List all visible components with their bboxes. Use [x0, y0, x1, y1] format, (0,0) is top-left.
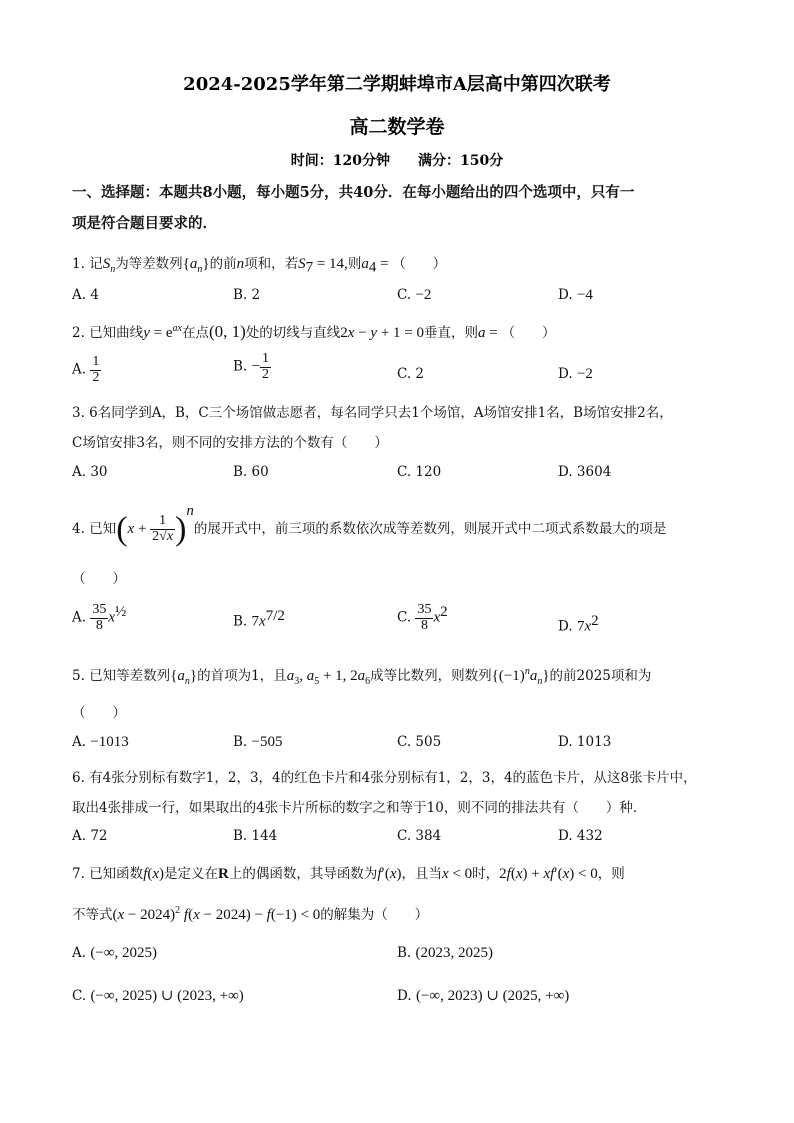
question-4: 4. 已知(x + $\frac{1}{2√x}$ )$^n$的展开式中，前三项的系数依次成等差数列，则展开式中二项式系数最大的项是 — [72, 503, 667, 548]
question-7-line2: 不等式$(x - 2024)^2$ f(x − 2024) − f(−1) < 0的解集为（ ） — [72, 905, 429, 923]
q1-option-c: C. −2 — [397, 287, 432, 303]
question-2: 2. 已知曲线$y = e^{ax}$在点(0, 1)处的切线与直线2x − y + 1 = 0垂直，则a = （ ） — [72, 322, 556, 341]
question-6-line2: 取出4张排成一行，如果取出的4张卡片所标的数字之和等于10，则不同的排法共有（ ）种． — [72, 800, 647, 816]
exam-title: 2024-2025学年第二学期蚌埠市A层高中第四次联考 — [183, 74, 611, 95]
exam-meta: 时间：120分钟 满分：150分 — [290, 153, 504, 169]
question-5: 5. 已知等差数列$\{a_n\}$的首项为1，且$a_3$, $a_5 + 1$, $2a_6$成等比数列，则数列$\{(-1)^na_n\}$的前2025项和为 — [72, 666, 652, 687]
question-5-paren: （ ） — [72, 705, 126, 721]
q5-option-b: B. −505 — [233, 734, 283, 750]
q7-option-c: C. (−∞, 2025) ∪ (2023, +∞) — [72, 988, 244, 1004]
q2-option-a: A. $\frac{1}{2}$ — [72, 354, 100, 385]
exam-subtitle: 高二数学卷 — [349, 116, 445, 138]
q2-option-d: D. −2 — [558, 366, 593, 382]
q5-option-d: D. 1013 — [558, 734, 612, 750]
q4-option-c: C. $\frac{35}{8}$ $x^2$ — [397, 602, 448, 633]
q6-option-d: D. 432 — [558, 828, 603, 844]
q4-option-b: B. $7x^{7/2}$ — [233, 608, 285, 630]
question-1: 1. 记$S_n$为等差数列$\{a_n\}$的前n项和，若$S_7 = 14$,则$a_4$ = （ ） — [72, 256, 447, 276]
q7-option-a: A. (−∞, 2025) — [72, 945, 157, 961]
q3-option-d: D. 3604 — [558, 464, 612, 480]
q2-option-c: C. 2 — [397, 366, 425, 382]
q3-option-c: C. 120 — [397, 464, 442, 480]
q3-option-b: B. 60 — [233, 464, 269, 480]
q1-option-b: B. 2 — [233, 287, 261, 303]
question-6-line1: 6. 有4张分别标有数字1，2，3，4的红色卡片和4张分别标有1，2，3，4的蓝色卡片，从这8张卡片中， — [72, 770, 697, 786]
section-heading-cont: 项是符合题目要求的． — [72, 215, 217, 232]
q5-option-c: C. 505 — [397, 734, 442, 750]
question-3-line2: C场馆安排3名，则不同的安排方法的个数有（ ） — [72, 435, 388, 451]
question-7: 7. 已知函数f(x)是定义在R上的偶函数，其导函数为f′(x)，且当x < 0时，2f(x) + xf′(x) < 0，则 — [72, 866, 625, 882]
q7-option-d: D. (−∞, 2023) ∪ (2025, +∞) — [397, 988, 570, 1004]
question-3-line1: 3. 6名同学到A，B，C三个场馆做志愿者，每名同学只去1个场馆，A场馆安排1名，B场馆安排2名， — [72, 405, 673, 421]
q4-option-a: A. $\frac{35}{8}$ $x^{\frac{1}{2}}$ — [72, 602, 127, 633]
q6-option-c: C. 384 — [397, 828, 442, 844]
q7-option-b: B. (2023, 2025) — [397, 945, 494, 961]
q5-option-a: A. −1013 — [72, 734, 129, 750]
q6-option-a: A. 72 — [72, 828, 108, 844]
q1-option-d: D. −4 — [558, 287, 593, 303]
q4-option-d: D. $7x^2$ — [558, 613, 599, 635]
q6-option-b: B. 144 — [233, 828, 278, 844]
question-4-paren: （ ） — [72, 571, 126, 587]
q1-option-a: A. 4 — [72, 287, 99, 303]
section-heading: 一、选择题：本题共8小题，每小题5分，共40分．在每小题给出的四个选项中，只有一 — [72, 184, 635, 201]
q3-option-a: A. 30 — [72, 464, 108, 480]
q2-option-b: B. − $\frac{1}{2}$ — [233, 351, 269, 382]
